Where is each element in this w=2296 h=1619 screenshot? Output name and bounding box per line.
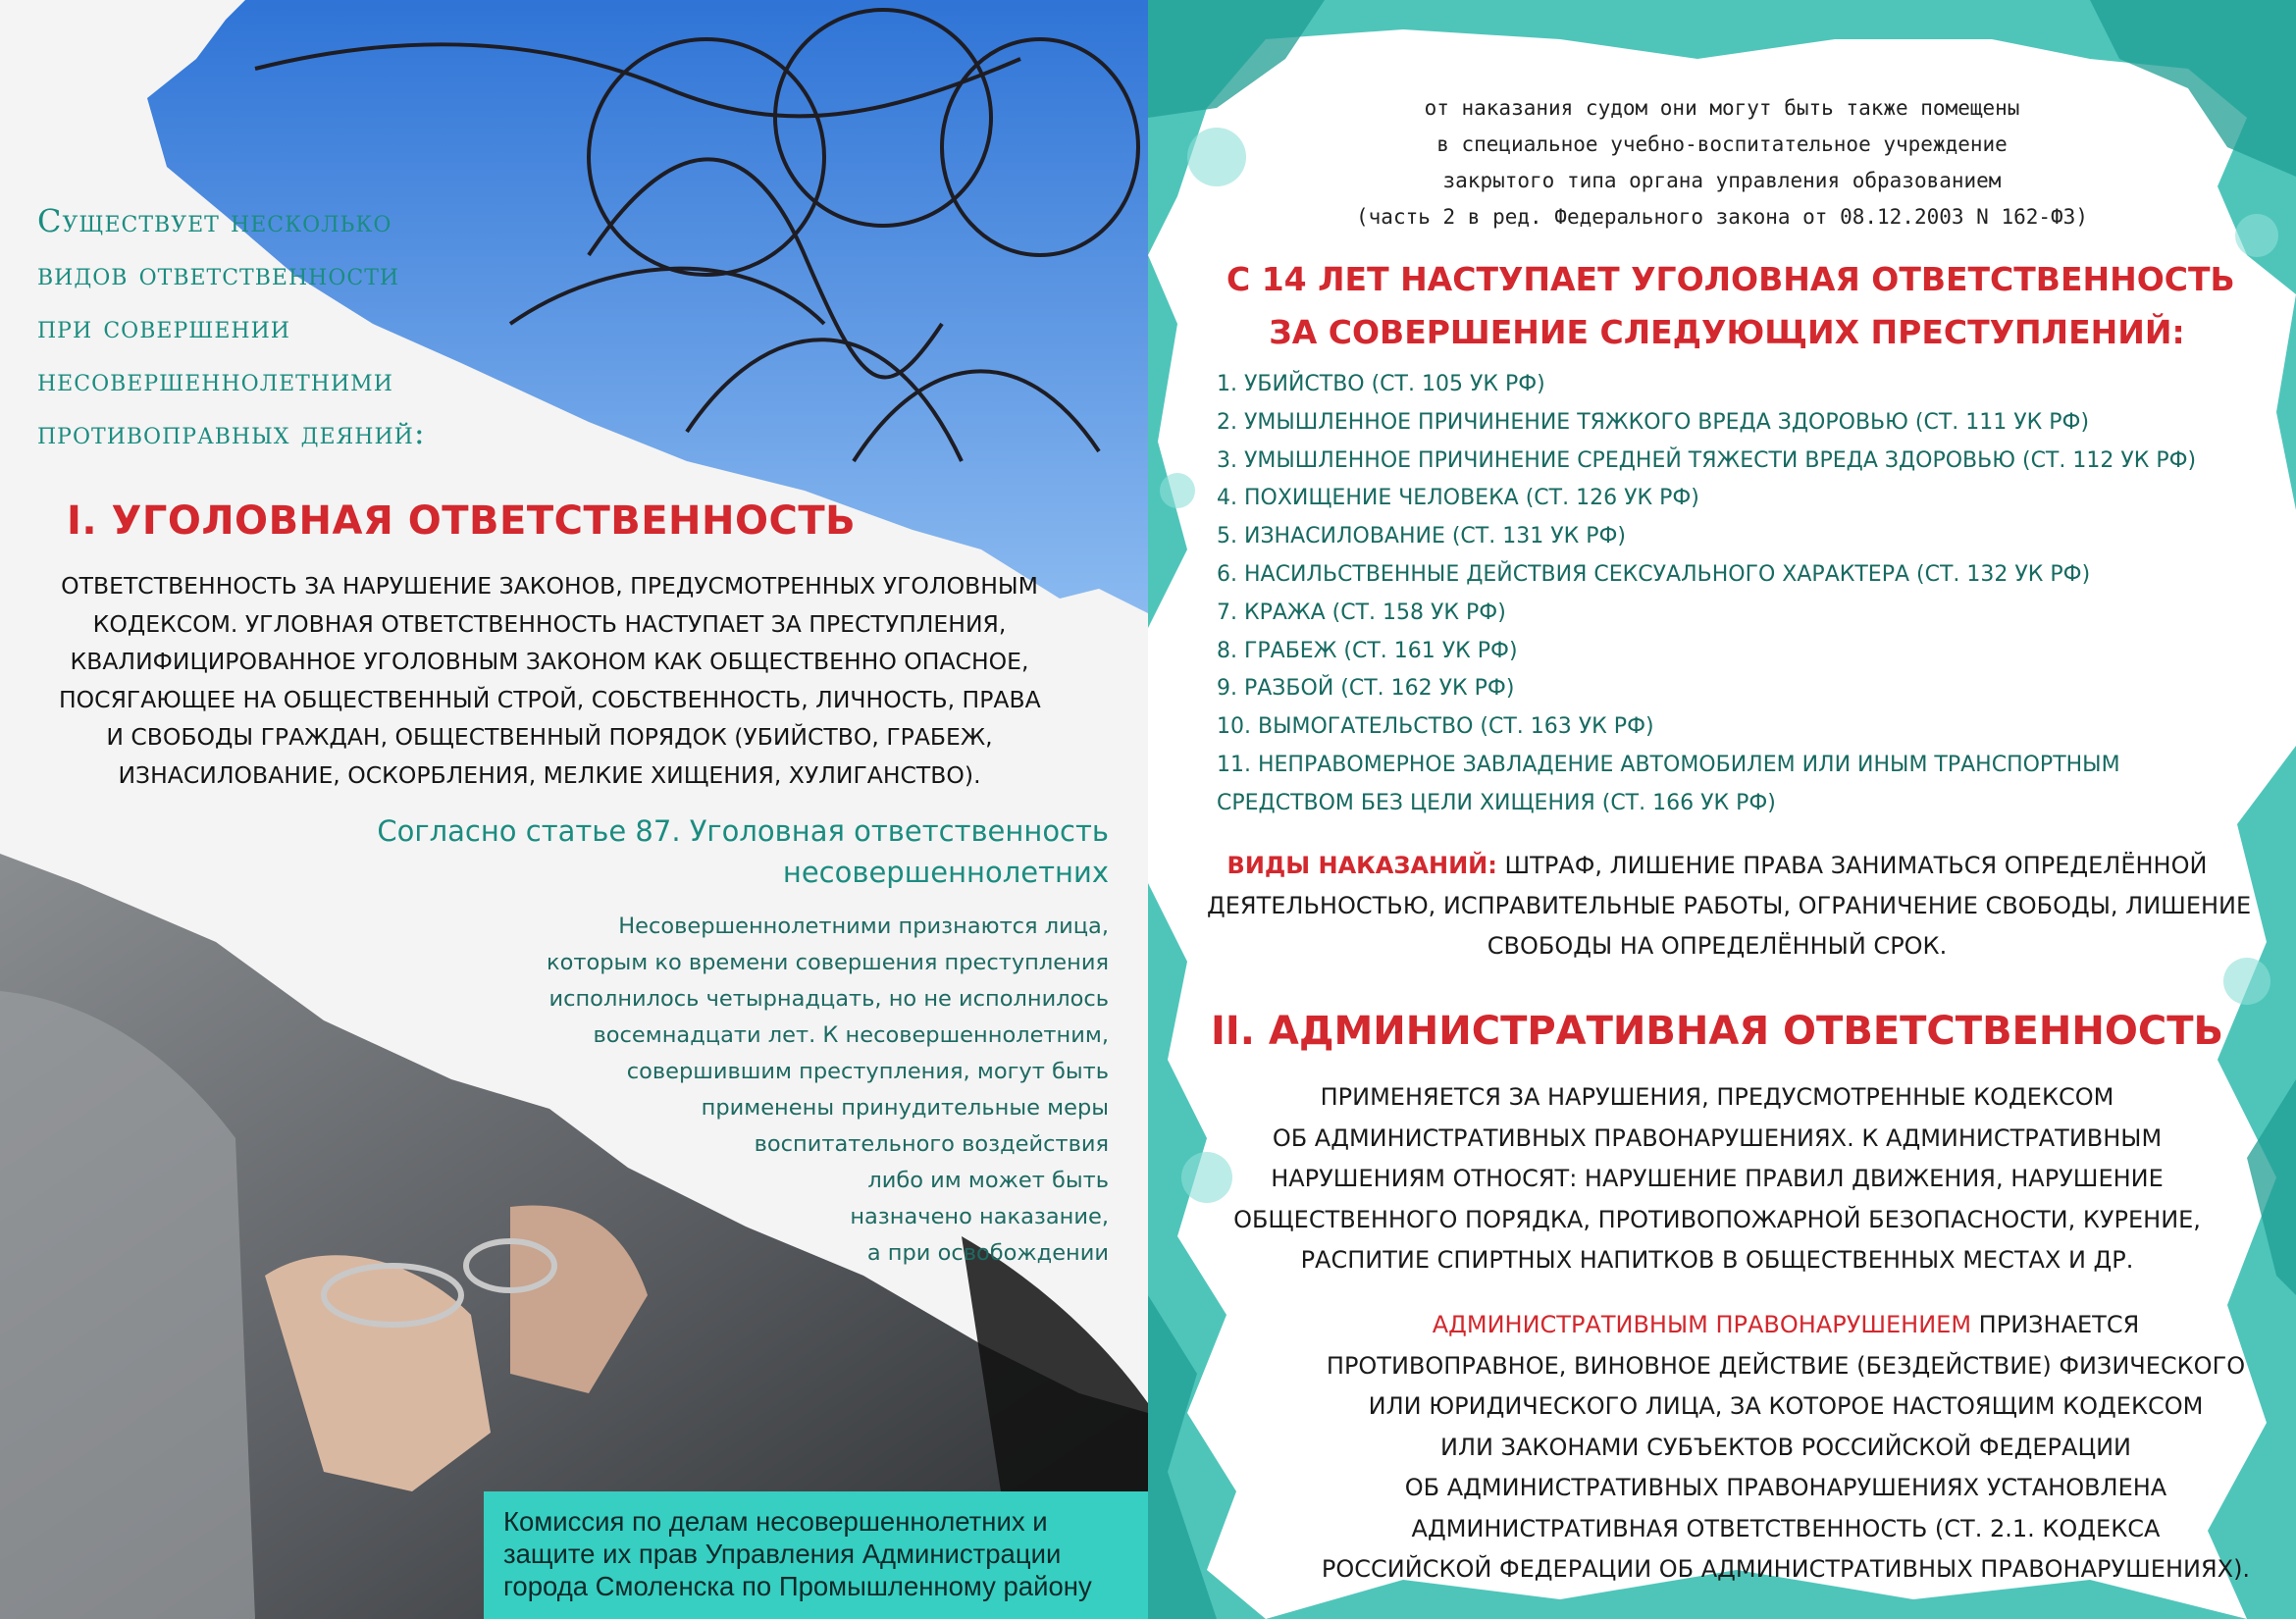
minors-line: совершившим преступления, могут быть (626, 1059, 1109, 1084)
article87-heading (294, 810, 1109, 893)
definition-line (1295, 1305, 2276, 1346)
definition-label: АДМИНИСТРАТИВНЫМ ПРАВОНАРУШЕНИЕМ (1432, 1311, 1972, 1338)
intro-line: противоправных деяний: (37, 414, 426, 451)
list-item: 6. НАСИЛЬСТВЕННЫЕ ДЕЙСТВИЯ СЕКСУАЛЬНОГО ХАРАКТЕРА (СТ. 132 УК РФ) (1217, 561, 2091, 587)
list-item: 11. НЕПРАВОМЕРНОЕ ЗАВЛАДЕНИЕ АВТОМОБИЛЕМ ИЛИ ИНЫМ ТРАНСПОРТНЫМ (1217, 752, 2120, 777)
section2-text-line: ПРИМЕНЯЕТСЯ ЗА НАРУШЕНИЯ, ПРЕДУСМОТРЕННЫЕ КОДЕКСОМ (1320, 1083, 2114, 1111)
definition-line: ПРОТИВОПРАВНОЕ, ВИНОВНОЕ ДЕЙСТВИЕ (БЕЗДЕЙСТВИЕ) ФИЗИЧЕСКОГО (1326, 1351, 2246, 1380)
minors-line: исполнилось четырнадцать, но не исполнилось (548, 986, 1109, 1012)
section2-text-line: НАРУШЕНИЯМ ОТНОСЯТ: НАРУШЕНИЕ ПРАВИЛ ДВИЖЕНИЯ, НАРУШЕНИЕ (1271, 1165, 2164, 1192)
punishments-text (1207, 846, 2252, 966)
punishments-line: СВОБОДЫ НА ОПРЕДЕЛЁННЫЙ СРОК. (1487, 932, 1948, 960)
section1-text-line: ПОСЯГАЮЩЕЕ НА ОБЩЕСТВЕННЫЙ СТРОЙ, СОБСТВЕННОСТЬ, ЛИЧНОСТЬ, ПРАВА (59, 685, 1041, 713)
list-item: СРЕДСТВОМ БЕЗ ЦЕЛИ ХИЩЕНИЯ (СТ. 166 УК РФ) (1217, 790, 1776, 815)
article87-line: несовершеннолетних (782, 856, 1109, 889)
section1-title: I. УГОЛОВНАЯ ОТВЕТСТВЕННОСТЬ (67, 498, 857, 544)
list-item: 4. ПОХИЩЕНИЕ ЧЕЛОВЕКА (СТ. 126 УК РФ) (1217, 486, 1699, 511)
intro-line: Существует несколько (37, 202, 392, 239)
continuation-line: в специальное учебно-воспитательное учреждение (1436, 132, 2008, 156)
list-item: 5. ИЗНАСИЛОВАНИЕ (СТ. 131 УК РФ) (1217, 524, 1627, 549)
section2-text-line: РАСПИТИЕ СПИРТНЫХ НАПИТКОВ В ОБЩЕСТВЕННЫХ МЕСТАХ И ДР. (1300, 1246, 2134, 1274)
section1-text-line: ОТВЕТСТВЕННОСТЬ ЗА НАРУШЕНИЕ ЗАКОНОВ, ПРЕДУСМОТРЕННЫХ УГОЛОВНЫМ (61, 572, 1038, 600)
section2-text-line: ОБЩЕСТВЕННОГО ПОРЯДКА, ПРОТИВОПОЖАРНОЙ БЕЗОПАСНОСТИ, КУРЕНИЕ, (1233, 1205, 2201, 1233)
list-item: 8. ГРАБЕЖ (СТ. 161 УК РФ) (1217, 638, 1518, 663)
definition-line: ОБ АДМИНИСТРАТИВНЫХ ПРАВОНАРУШЕНИЯХ УСТАНОВЛЕНА (1404, 1474, 2167, 1501)
list-item: 3. УМЫШЛЕННОЕ ПРИЧИНЕНИЕ СРЕДНЕЙ ТЯЖЕСТИ ВРЕДА ЗДОРОВЬЮ (СТ. 112 УК РФ) (1217, 447, 2197, 473)
minors-line: применены принудительные меры (701, 1095, 1109, 1121)
punishments-line: ДЕЯТЕЛЬНОСТЬЮ, ИСПРАВИТЕЛЬНЫЕ РАБОТЫ, ОГРАНИЧЕНИЕ СВОБОДЫ, ЛИШЕНИЕ (1207, 892, 2252, 919)
crimes-list (1217, 366, 2276, 823)
continuation-line: от наказания судом они могут быть также помещены (1424, 96, 2020, 120)
age14-title-line: ЗА СОВЕРШЕНИЕ СЛЕДУЮЩИХ ПРЕСТУПЛЕНИЙ: (1269, 313, 2185, 351)
commission-line: защите их прав Управления Администрации (503, 1539, 1062, 1569)
list-item: 7. КРАЖА (СТ. 158 УК РФ) (1217, 600, 1506, 625)
definition-line: ИЛИ ЗАКОНАМИ СУБЪЕКТОВ РОССИЙСКОЙ ФЕДЕРАЦИИ (1440, 1433, 2131, 1461)
list-item: 2. УМЫШЛЕННОЕ ПРИЧИНЕНИЕ ТЯЖКОГО ВРЕДА ЗДОРОВЬЮ (СТ. 111 УК РФ) (1217, 409, 2090, 435)
intro-line: несовершеннолетними (37, 361, 393, 398)
commission-line: города Смоленска по Промышленному району (503, 1571, 1092, 1601)
list-item: 9. РАЗБОЙ (СТ. 162 УК РФ) (1217, 676, 1515, 702)
list-item: 1. УБИЙСТВО (СТ. 105 УК РФ) (1217, 372, 1545, 396)
definition-line: ИЛИ ЮРИДИЧЕСКОГО ЛИЦА, ЗА КОТОРОЕ НАСТОЯЩИМ КОДЕКСОМ (1368, 1392, 2204, 1420)
list-item: 10. ВЫМОГАТЕЛЬСТВО (СТ. 163 УК РФ) (1217, 714, 1654, 740)
minors-line: либо им может быть (867, 1168, 1109, 1193)
section2-title: II. АДМИНИСТРАТИВНАЯ ОТВЕТСТВЕННОСТЬ (1211, 1009, 2223, 1054)
section2-text (1207, 1077, 2227, 1281)
definition-line: АДМИНИСТРАТИВНАЯ ОТВЕТСТВЕННОСТЬ (СТ. 2.1. КОДЕКСА (1411, 1514, 2161, 1542)
article87-line: Согласно статье 87. Уголовная ответственность (377, 814, 1109, 848)
definition-line: РОССИЙСКОЙ ФЕДЕРАЦИИ ОБ АДМИНИСТРАТИВНЫХ ПРАВОНАРУШЕНИЯХ). (1321, 1555, 2251, 1583)
minors-line: назначено наказание, (850, 1204, 1109, 1229)
section2-text-line: ОБ АДМИНИСТРАТИВНЫХ ПРАВОНАРУШЕНИЯХ. К АДМИНИСТРАТИВНЫМ (1272, 1123, 2163, 1152)
punishments-first-line: ШТРАФ, ЛИШЕНИЕ ПРАВА ЗАНИМАТЬСЯ ОПРЕДЕЛЁННОЙ (1496, 852, 2208, 879)
section1-text-line: КВАЛИФИЦИРОВАННОЕ УГОЛОВНЫМ ЗАКОНОМ КАК ОБЩЕСТВЕННО ОПАСНОЕ, (70, 648, 1029, 675)
commission-line: Комиссия по делам несовершеннолетних и (503, 1506, 1048, 1537)
age14-title-line: С 14 ЛЕТ НАСТУПАЕТ УГОЛОВНАЯ ОТВЕТСТВЕННОСТЬ (1226, 260, 2235, 298)
intro-line: при совершении (37, 308, 290, 345)
minors-line: а при освобождении (866, 1240, 1109, 1266)
punishments-label: ВИДЫ НАКАЗАНИЙ: (1226, 852, 1497, 879)
age14-title (1226, 253, 2235, 359)
section1-text-line: КОДЕКСОМ. УГЛОВНАЯ ОТВЕТСТВЕННОСТЬ НАСТУПАЕТ ЗА ПРЕСТУПЛЕНИЯ, (92, 609, 1007, 638)
right-panel (1148, 0, 2296, 1619)
punishments-line (1207, 846, 2227, 886)
section1-text-line: ИЗНАСИЛОВАНИЕ, ОСКОРБЛЕНИЯ, МЕЛКИЕ ХИЩЕНИЯ, ХУЛИГАНСТВО). (118, 760, 981, 789)
minors-line: восемнадцати лет. К несовершеннолетним, (593, 1022, 1109, 1048)
intro-heading (37, 194, 489, 459)
definition-first-line: ПРИЗНАЕТСЯ (1971, 1311, 2140, 1338)
intro-line: видов ответственности (37, 255, 400, 292)
minors-line: воспитательного воздействия (754, 1131, 1109, 1157)
continuation-line: (часть 2 в ред. Федерального закона от 08.12.2003 N 162-ФЗ) (1356, 205, 2088, 229)
continuation-text (1217, 90, 2227, 235)
section1-text (59, 567, 1040, 794)
minors-line: Несовершеннолетними признаются лица, (618, 914, 1109, 939)
minors-line: которым ко времени совершения преступления (546, 950, 1109, 975)
section1-text-line: И СВОБОДЫ ГРАЖДАН, ОБЩЕСТВЕННЫЙ ПОРЯДОК (УБИЙСТВО, ГРАБЕЖ, (106, 723, 993, 751)
commission-box (484, 1491, 1148, 1619)
minors-text (432, 909, 1109, 1272)
definition-text (1295, 1305, 2276, 1591)
continuation-line: закрытого типа органа управления образованием (1442, 169, 2002, 192)
